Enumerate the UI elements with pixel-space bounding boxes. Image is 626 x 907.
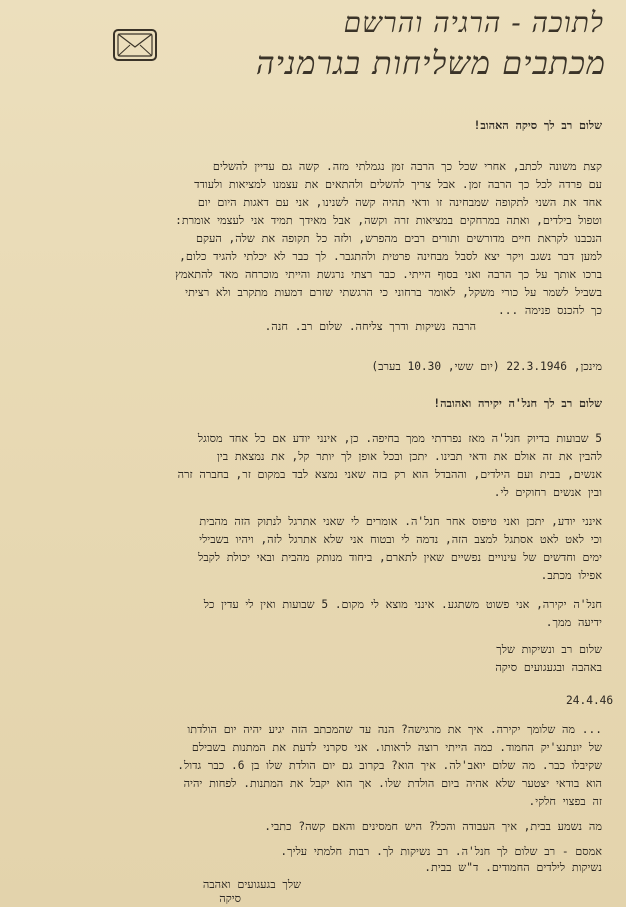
- letter3-line: הוא בודאי יצטער שלא אהיה ביום הולדת שלו. אך הוא יקבל את המתנות. לפחות יהיה: [183, 777, 602, 790]
- letter3-closing: שלך בגעגועים ואהבה: [202, 878, 301, 891]
- letter2-line: ימים וחדשים של עינויים נפשיים שאין לתארם, ביחוד מנותק מהבית ובאי יכולת לקבל: [198, 551, 602, 564]
- letter1-line: עם פרדה לכל כך הרבה זמן. אבל צריך להשלים ולהתאים את עצמנו למציאות ולעודד: [194, 178, 602, 191]
- letter1-line: בשביל לשמר על כורי משקל, לאומר ברחוני כי הרגשתי שזרם דמעות מתקרב ולא רציתי: [185, 286, 602, 299]
- letter1-line: ברכו אותך על כך הרבה ואני בסוף הייתי. כבר רצתי נרגשת והייתי מוכרחה מאד להתאמץ: [175, 268, 602, 281]
- header-line-1: לתוכה - הרגיה והרשם: [343, 6, 604, 39]
- letter3-signature: סיקה: [219, 892, 241, 905]
- letter2-line: ובין אנשים רחוקים לי.: [493, 486, 602, 499]
- letter1-line: כך להכנס פנימה ...: [497, 304, 602, 317]
- letter2-line: ידיעה ממך.: [545, 616, 602, 629]
- letter1-closing: הרבה נשיקות ודרך צליחה. שלום רב. חנה.: [264, 320, 476, 333]
- letter3-line: זה בפצוי חלקי.: [528, 795, 602, 808]
- letter2-line: אינני יודע, יתכן ואני טיפוס אחר חנל'ה. אומרים לי שאני אתרגל לנתוק הזה מהבית: [199, 515, 602, 528]
- letter3-date: 24.4.46: [566, 694, 614, 707]
- letter2-greeting: שלום רב לך חנל'ה יקירה ואהובה!: [433, 397, 602, 410]
- header-line-2: מכתבים משליחות בגרמניה: [255, 44, 606, 82]
- letter3-line: נשיקות לילדים החמודים. ד"ש בבית.: [424, 861, 602, 874]
- letter3-line: ... מה שלומך יקירה. איך את מרגישה? הנה עד שהמכתב הזה יגיע יהיה יום הולדתו: [187, 723, 602, 736]
- letter1-greeting: שלום רב לך סיקה האהוב!: [473, 119, 602, 132]
- letter3-line: של יונתנצ'יק החמוד. כמה הייתי רוצה לראותו. אני סקרני לדעת את המתנות בשבילם: [191, 741, 602, 754]
- letter1-line: וטפול בילדים, ואתה במרחקים במציאות זרה וקשה, אבל מאידך תמיד אני לעצמי אומרת:: [175, 214, 602, 227]
- letter3-line: אמסם - רב שלום לך חנל'ה. רב נשיקות לך. רבות חלמתי עליך.: [280, 845, 602, 858]
- letter2-closing: באהבה ובגעגועים סיקה: [495, 661, 602, 674]
- letter2-dateline: מינכן, 22.3.1946 (יום ששי, 10.30 בערב): [371, 360, 602, 373]
- letter1-line: הנכבנו לקראת חיים מדורשים ותורים רבים מהפרש, ולזה כל תקופה את שלה, העקם: [196, 232, 602, 245]
- letter2-line: 5 שבועות בדיוק חנל'ה מאז נפרדתי ממך בחיפה. כן, אינני יודע אם כל אחד מסוגל: [197, 432, 602, 445]
- letter1-line: למען דבר נשגב ויקר יצא לסבל מבחינה פרטית ולהתגבר. לך כבר לא יכלתי להגיד כלום,: [179, 250, 602, 263]
- letter2-line: אפילו מכתב.: [540, 569, 602, 582]
- letter2-line: וכי לאט לאט אסתגל למצב הזה, נדמה לי ובטוח אני שלא אתרגל לזה, ויהיו בשבילי: [199, 533, 602, 546]
- letter1-line: קצת משונה לכתב, אחרי שכל כך הרבה זמן נגמלתי מזה. קשה גם עדיין להשלים: [212, 160, 602, 173]
- letter3-line: מה נשמע בבית, איך העבודה והכל? היש חמסינים והאם קשה? כתבי.: [264, 820, 602, 833]
- letter1-line: אחד את השני לתקופה שמבחינה זו ודאי תהיה קשה לשנינו, אני עם דאגות היום יום: [197, 196, 602, 209]
- letter2-line: להבין את זה אולם את ודאי תבינו. יתכן ובכל אופן לך יותר קל, את נמצאת בין: [216, 450, 602, 463]
- letter2-closing: שלום רב ונשיקות שלך: [496, 643, 602, 656]
- letter2-line: אנשים, בבית ועם הילדים, וההבדל הוא רק בזה שאני נמצא לבד במקום זר, בחברה זרה: [177, 468, 602, 481]
- letter2-line: חנל'ה יקירה, אני פשוט משתגע. אינני מוצא לי מקום. 5 שבועות ואין לי עדין כל: [203, 598, 602, 611]
- letter3-line: שקיבלו כבר. מה שלום יואב'לה. איך הוא? בקרוב גם יום הולדת שלו בן 6. כבר גדול.: [177, 759, 602, 772]
